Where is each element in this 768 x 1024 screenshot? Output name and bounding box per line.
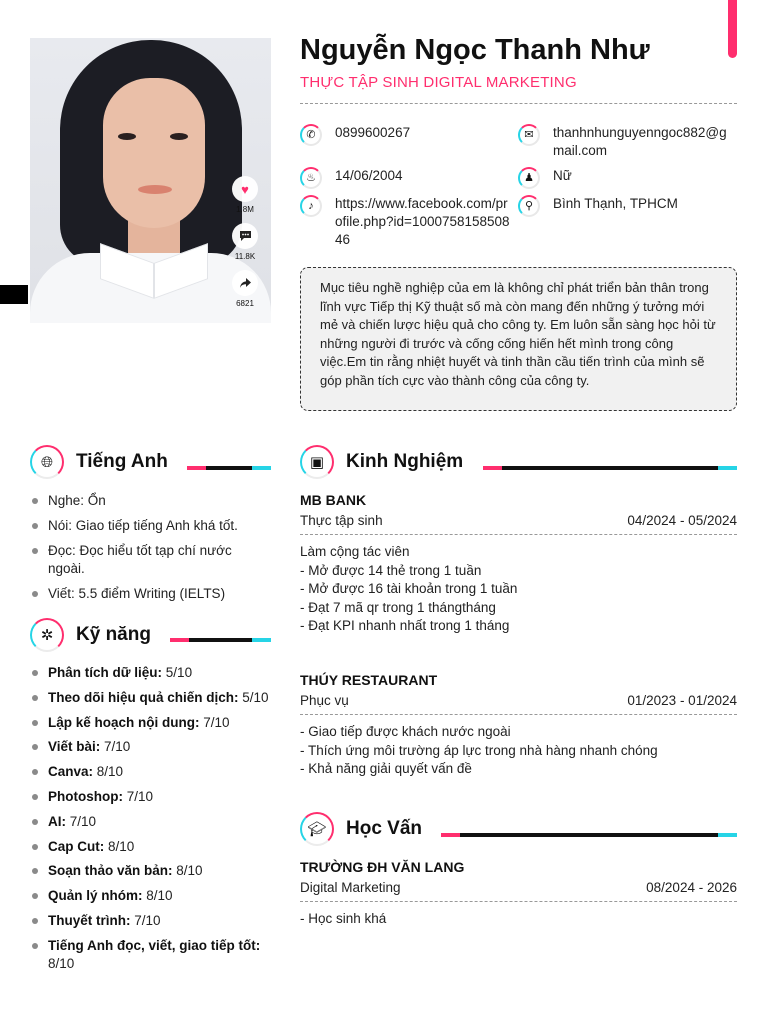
english-item: Nói: Giao tiếp tiếng Anh khá tốt. — [30, 517, 270, 535]
education-major: Digital Marketing — [300, 880, 401, 895]
section-skills-underline — [170, 638, 271, 642]
english-item: Viết: 5.5 điểm Writing (IELTS) — [30, 585, 270, 603]
education-divider — [300, 901, 737, 902]
skill-label: AI: — [48, 813, 66, 829]
skill-label: Photoshop: — [48, 788, 123, 804]
top-accent-bar — [728, 0, 737, 58]
skill-item — [30, 664, 275, 682]
skill-label: Phân tích dữ liệu: — [48, 665, 163, 680]
section-skills-header — [30, 618, 151, 652]
english-list — [30, 492, 270, 610]
contact-address — [518, 195, 737, 217]
school-name: TRƯỜNG ĐH VĂN LANG — [300, 859, 465, 875]
section-english-header — [30, 445, 168, 479]
skill-score: 8/10 — [104, 838, 135, 854]
english-item: Nghe: Ổn — [30, 492, 270, 510]
skill-score: 7/10 — [199, 714, 230, 730]
education-dates: 08/2024 - 2026 — [646, 880, 737, 895]
skill-score: 7/10 — [66, 813, 97, 829]
job-dates: 01/2023 - 01/2024 — [627, 693, 737, 708]
skill-item — [30, 838, 275, 856]
share-count: 6821 — [236, 299, 254, 308]
detail-line: - Khả năng giải quyết vấn đề — [300, 761, 472, 776]
skill-item — [30, 813, 275, 831]
left-edge-tab — [0, 285, 28, 304]
skill-label: Lập kế hoạch nội dung: — [48, 714, 200, 730]
detail-line: - Đạt 7 mã qr trong 1 thángtháng — [300, 599, 496, 615]
skill-score: 8/10 — [48, 955, 75, 971]
contact-email — [518, 124, 737, 160]
skill-label: Cap Cut: — [48, 838, 105, 854]
skill-label: Canva: — [48, 764, 94, 780]
section-experience-underline — [483, 466, 737, 470]
education-details — [300, 910, 737, 929]
skill-item — [30, 689, 275, 707]
job-divider — [300, 534, 737, 535]
skill-item — [30, 862, 275, 880]
job-dates: 04/2024 - 05/2024 — [627, 513, 737, 528]
section-experience-title: Kinh Nghiệm — [346, 451, 464, 472]
puzzle-icon: ✲ — [30, 618, 64, 652]
graduation-cap-icon: 🎓︎ — [300, 812, 334, 846]
detail-line: - Thích ứng môi trường áp lực trong nhà hàng nhanh chóng — [300, 742, 658, 758]
skill-item — [30, 738, 275, 756]
skill-label: Soạn thảo văn bản: — [48, 863, 173, 879]
header-divider — [300, 103, 737, 104]
profile-photo — [30, 38, 271, 323]
detail-line: - Đạt KPI nhanh nhất trong 1 tháng — [300, 618, 510, 633]
photo-eye-left — [118, 133, 136, 140]
section-english-underline — [187, 466, 271, 470]
job-position: Phục vụ — [300, 693, 349, 708]
skill-item — [30, 714, 275, 732]
detail-line: Làm cộng tác viên — [300, 544, 410, 559]
facebook-link[interactable]: https://www.facebook.com/profile.php?id=100075815850846 — [335, 196, 510, 247]
skill-item — [30, 912, 275, 930]
section-education-underline — [441, 833, 737, 837]
briefcase-icon: ▣ — [300, 445, 334, 479]
skill-item — [30, 937, 275, 973]
job-mb-bank — [300, 492, 737, 636]
job-position: Thực tập sinh — [300, 513, 383, 528]
photo-lips — [138, 185, 172, 194]
skill-label: Theo dõi hiệu quả chiến dịch: — [48, 689, 239, 705]
job-title: THỰC TẬP SINH DIGITAL MARKETING — [300, 74, 577, 91]
skills-list — [30, 664, 275, 980]
job-company: MB BANK — [300, 492, 367, 508]
envelope-icon: ✉ — [518, 124, 540, 146]
skill-score: 7/10 — [122, 788, 154, 804]
section-experience-header — [300, 445, 463, 479]
tiktok-icon: ♪ — [300, 195, 322, 217]
address-text: Bình Thạnh, TPHCM — [553, 196, 678, 211]
detail-line: - Mở được 16 tài khoản trong 1 tuần — [300, 581, 518, 596]
job-company: THÚY RESTAURANT — [300, 672, 438, 688]
detail-line: - Mở được 14 thẻ trong 1 tuần — [300, 562, 482, 578]
photo-face — [103, 78, 205, 228]
email-text[interactable]: thanhnhunguyenngoc882@gmail.com — [553, 125, 727, 158]
gender-text: Nữ — [553, 168, 572, 183]
job-details — [300, 543, 737, 636]
phone-icon: ✆ — [300, 124, 322, 146]
birthday-text: 14/06/2004 — [335, 168, 403, 183]
globe-icon: 🌐︎ — [30, 445, 64, 479]
job-thuy-restaurant — [300, 672, 737, 779]
skill-score: 8/10 — [93, 764, 124, 780]
comment-count: 11.8K — [234, 252, 256, 261]
skill-score: 8/10 — [142, 888, 173, 904]
skill-item — [30, 788, 275, 806]
skill-label: Quản lý nhóm: — [48, 888, 143, 904]
skill-score: 5/10 — [162, 665, 193, 680]
person-icon: ♟ — [518, 167, 540, 189]
social-overlay — [228, 176, 262, 317]
education-entry — [300, 859, 737, 929]
section-education-header — [300, 812, 422, 846]
contact-phone — [300, 124, 500, 146]
like-count: 1.8M — [236, 205, 254, 214]
section-education-title: Học Vấn — [346, 818, 423, 839]
share-icon[interactable] — [232, 270, 258, 296]
full-name: Nguyễn Ngọc Thanh Như — [300, 34, 650, 66]
career-objective: Mục tiêu nghề nghiệp của em là không chỉ phát triển bản thân trong lĩnh vực Tiếp thị Kỹ thuật số mà còn mang đến những ý tưởng mới mẻ và chiến lược hiệu quả cho công ty. Em luôn sẵn sàng học hỏi từ những người đi trước và cống cống hiến hết mình trong công việc.Em tin rằng nhiệt huyết và tinh thần cầu tiến trình của mình sẽ góp phần tích cực vào thành công của công ty. — [300, 267, 737, 411]
skill-label: Tiếng Anh đọc, viết, giao tiếp tốt: — [48, 937, 261, 953]
english-item: Đọc: Đọc hiểu tốt tạp chí nước ngoài. — [30, 542, 270, 578]
section-english-title: Tiếng Anh — [76, 451, 168, 472]
photo-eye-right — [170, 133, 188, 140]
contact-facebook — [300, 195, 510, 249]
comment-icon[interactable] — [232, 223, 258, 249]
job-details — [300, 723, 737, 779]
job-divider — [300, 714, 737, 715]
heart-icon[interactable]: ♥ — [232, 176, 258, 202]
cake-icon: ♨ — [300, 167, 322, 189]
section-skills-title: Kỹ năng — [76, 624, 151, 645]
skill-score: 5/10 — [238, 689, 269, 705]
skill-score: 7/10 — [130, 912, 161, 928]
detail-line: - Giao tiếp được khách nước ngoài — [300, 724, 511, 739]
skill-item — [30, 887, 275, 905]
detail-line: - Học sinh khá — [300, 911, 387, 926]
contact-gender — [518, 167, 737, 189]
skill-score: 7/10 — [100, 739, 131, 755]
phone-text[interactable]: 0899600267 — [335, 125, 411, 140]
skill-score: 8/10 — [172, 863, 203, 879]
skill-label: Thuyết trình: — [48, 912, 131, 928]
skill-label: Viết bài: — [48, 739, 101, 755]
contact-birthday — [300, 167, 500, 189]
skill-item — [30, 763, 275, 781]
location-pin-icon: ⚲ — [518, 195, 540, 217]
